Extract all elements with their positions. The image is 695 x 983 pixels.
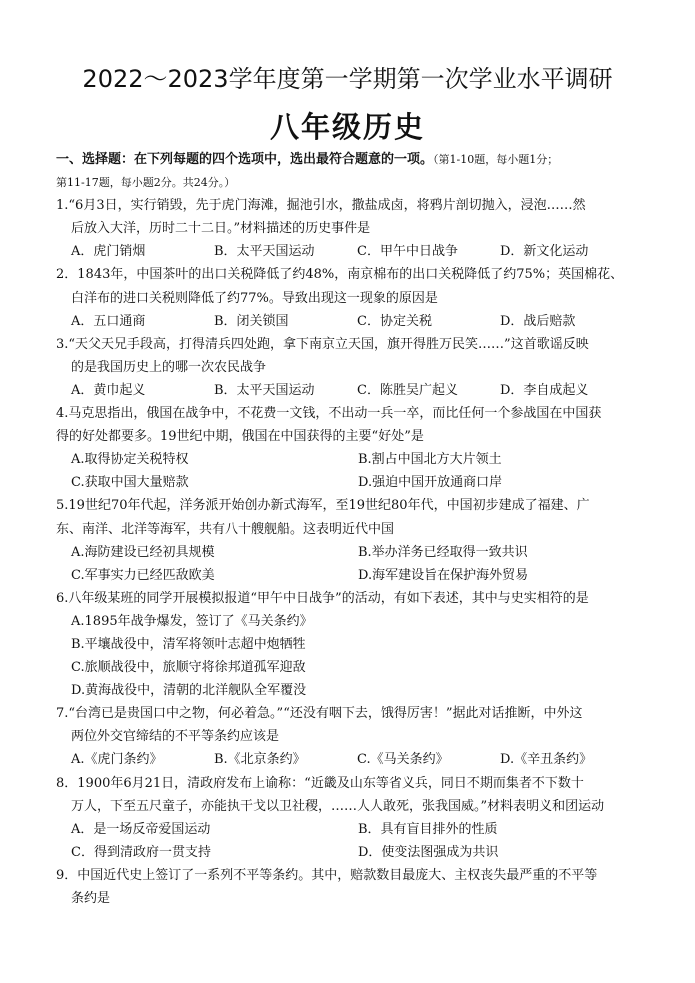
option-c[interactable]: C．得到清政府一贯支持 bbox=[71, 844, 211, 860]
option-row bbox=[56, 541, 646, 564]
question-6 bbox=[56, 587, 646, 702]
option-row bbox=[56, 379, 646, 402]
question-stem-line: 两位外交官缔结的不平等条约应该是 bbox=[71, 729, 280, 745]
option-b[interactable]: B．具有盲目排外的性质 bbox=[358, 821, 498, 837]
question-3 bbox=[56, 333, 646, 402]
question-stem-line: 5.19世纪70年代起，洋务派开始创办新式海军，至19世纪80年代，中国初步建成了福建、广 bbox=[56, 498, 590, 514]
option-d[interactable]: D．使变法图强成为共识 bbox=[358, 844, 499, 860]
option-c[interactable]: C.《马关条约》 bbox=[357, 752, 449, 768]
option-row bbox=[56, 471, 646, 494]
option-d[interactable]: D.黄海战役中，清朝的北洋舰队全军覆没 bbox=[71, 683, 307, 699]
question-stem-line: 的是我国历史上的哪一次农民战争 bbox=[71, 359, 267, 375]
question-section bbox=[56, 148, 646, 910]
question-stem-line: 1.“6月3日，实行销毁，先于虎门海滩，掘池引水，撒盐成卤，将鸦片剖切抛入，浸泡……然 bbox=[56, 198, 586, 214]
section-note-b: 第11-17题，每小题2分。共24分。） bbox=[56, 176, 236, 190]
option-a[interactable]: A．虎门销烟 bbox=[71, 244, 146, 260]
option-d[interactable]: D.海军建设旨在保护海外贸易 bbox=[358, 567, 529, 583]
question-stem-line: 6.八年级某班的同学开展模拟报道“甲午中日战争”的活动，有如下表述，其中与史实相符的是 bbox=[56, 590, 589, 606]
option-c[interactable]: C．甲午中日战争 bbox=[357, 244, 458, 260]
question-stem-line: 8．1900年6月21日，清政府发布上谕称：“近畿及山东等省义兵，同日不期而集者不下数十 bbox=[56, 775, 584, 791]
option-row bbox=[56, 748, 646, 771]
exam-title: 2022～2023学年度第一学期第一次学业水平调研 bbox=[82, 65, 613, 93]
question-stem-line: 后放入大洋，历时二十二日。”材料描述的历史事件是 bbox=[71, 221, 371, 237]
option-b[interactable]: B．闭关锁国 bbox=[214, 313, 289, 329]
option-d[interactable]: D．战后赔款 bbox=[500, 313, 576, 329]
question-stem-line: 得的好处都要多。19世纪中期，俄国在中国获得的主要“好处”是 bbox=[56, 429, 424, 445]
option-d[interactable]: D.《辛丑条约》 bbox=[500, 752, 593, 768]
question-stem-line: 万人，下至五尺童子，亦能执干戈以卫社稷，……人人敢死，张我国威。”材料表明义和团运动 bbox=[71, 798, 605, 814]
option-row bbox=[56, 310, 646, 333]
option-b[interactable]: B．太平天国运动 bbox=[214, 244, 315, 260]
question-stem-line: 东、南洋、北洋等海军，共有八十艘舰船。这表明近代中国 bbox=[56, 521, 395, 537]
option-d[interactable]: D.强迫中国开放通商口岸 bbox=[358, 475, 503, 491]
question-stem-line: 2．1843年，中国茶叶的出口关税降低了约48%，南京棉布的出口关税降低了约75%；英国棉花、 bbox=[56, 267, 624, 283]
option-c[interactable]: C.获取中国大量赔款 bbox=[71, 475, 189, 491]
option-b[interactable]: B.《北京条约》 bbox=[214, 752, 306, 768]
question-stem-line: 4.马克思指出，俄国在战争中，不花费一文钱，不出动一兵一卒，而比任何一个参战国在中国获 bbox=[56, 406, 602, 422]
question-5 bbox=[56, 494, 646, 586]
option-b[interactable]: B．太平天国运动 bbox=[214, 382, 315, 398]
option-row bbox=[56, 564, 646, 587]
question-1 bbox=[56, 194, 646, 263]
option-d[interactable]: D．新文化运动 bbox=[500, 244, 589, 260]
option-a[interactable]: A．黄巾起义 bbox=[71, 382, 146, 398]
exam-subject: 八年级历史 bbox=[269, 110, 425, 144]
option-row bbox=[56, 818, 646, 841]
question-stem-line: 9．中国近代史上签订了一系列不平等条约。其中，赔款数目最庞大、主权丧失最严重的不平等 bbox=[56, 867, 598, 883]
question-7 bbox=[56, 702, 646, 771]
option-a[interactable]: A.《虎门条约》 bbox=[71, 752, 163, 768]
question-4 bbox=[56, 402, 646, 494]
question-stem-line: 白洋布的进口关税则降低了约77%。导致出现这一现象的原因是 bbox=[71, 290, 438, 306]
option-d[interactable]: D．李自成起义 bbox=[500, 382, 589, 398]
option-c[interactable]: C．陈胜吴广起义 bbox=[357, 382, 458, 398]
question-9 bbox=[56, 864, 646, 910]
option-a[interactable]: A.取得协定关税特权 bbox=[71, 452, 189, 468]
option-a[interactable]: A．是一场反帝爱国运动 bbox=[71, 821, 211, 837]
option-a[interactable]: A.海防建设已经初具规模 bbox=[71, 544, 215, 560]
option-a[interactable]: A.1895年战争爆发，签订了《马关条约》 bbox=[71, 613, 313, 629]
option-c[interactable]: C.旅顺战役中，旅顺守将徐邦道孤军迎敌 bbox=[71, 660, 306, 676]
section-note-a: （第1-10题，每小题1分； bbox=[433, 153, 559, 166]
option-b[interactable]: B.举办洋务已经取得一致共识 bbox=[358, 544, 528, 560]
option-row bbox=[56, 448, 646, 471]
section-title: 一、选择题：在下列每题的四个选项中，选出最符合题意的一项。 bbox=[56, 152, 434, 167]
question-stem-line: 7.“台湾已是贵国口中之物，何必着急。”“还没有咽下去，饿得厉害！”据此对话推断，中外这 bbox=[56, 706, 583, 722]
option-row bbox=[56, 240, 646, 263]
option-a[interactable]: A．五口通商 bbox=[71, 313, 146, 329]
option-c[interactable]: C．协定关税 bbox=[357, 313, 432, 329]
section-heading bbox=[56, 148, 646, 171]
option-c[interactable]: C.军事实力已经匹敌欧美 bbox=[71, 567, 215, 583]
question-stem-line: 3.“天父天兄手段高，打得清兵四处跑，拿下南京立天国，旗开得胜万民笑……”这首歌谣反映 bbox=[56, 336, 589, 352]
option-b[interactable]: B.割占中国北方大片领土 bbox=[358, 452, 502, 468]
question-2 bbox=[56, 263, 646, 332]
option-b[interactable]: B.平壤战役中，清军将领叶志超中炮牺牲 bbox=[71, 636, 306, 652]
option-row bbox=[56, 841, 646, 864]
question-stem-line: 条约是 bbox=[71, 891, 111, 906]
question-8 bbox=[56, 772, 646, 864]
